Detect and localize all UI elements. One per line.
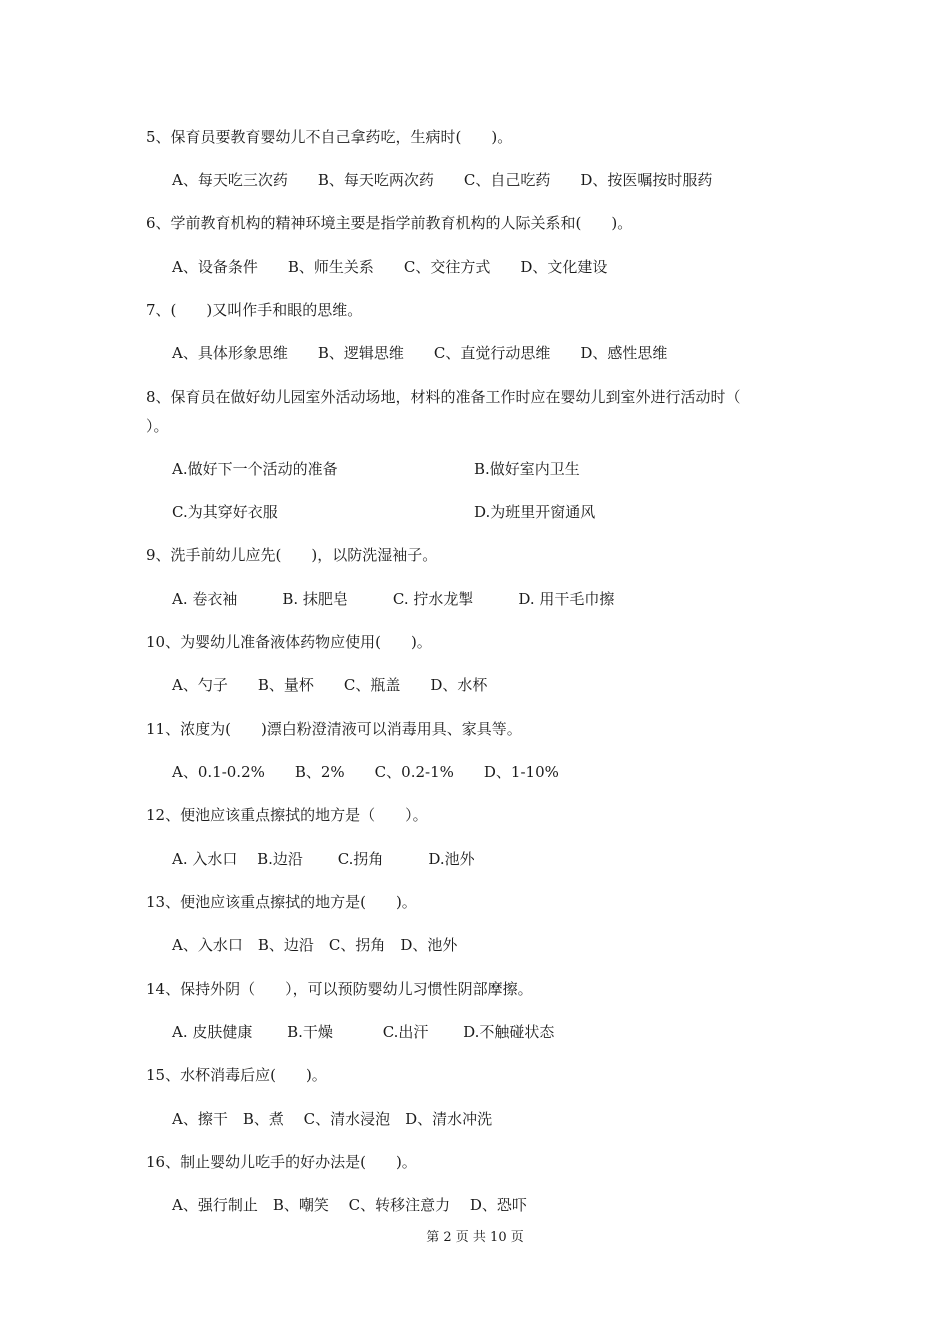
- page-number-footer: 第 2 页 共 10 页: [426, 1230, 524, 1245]
- question-12-options: A. 入水口 B.边沿 C.拐角 D.池外: [172, 850, 475, 868]
- question-12-stem: 12、便池应该重点擦拭的地方是（ ）。: [146, 806, 428, 824]
- question-5-options: A、每天吃三次药 B、每天吃两次药 C、自己吃药 D、按医嘱按时服药: [172, 171, 713, 189]
- question-6-stem: 6、学前教育机构的精神环境主要是指学前教育机构的人际关系和( )。: [146, 214, 633, 232]
- question-7-stem: 7、( )又叫作手和眼的思维。: [146, 301, 363, 319]
- question-9-stem: 9、洗手前幼儿应先( )，以防洗湿袖子。: [146, 546, 438, 564]
- question-13-options: A、入水口 B、边沿 C、拐角 D、池外: [172, 936, 458, 954]
- question-9-options: A. 卷衣袖 B. 抹肥皂 C. 拧水龙掣 D. 用干毛巾擦: [172, 590, 615, 608]
- question-8-stem-line2: ）。: [146, 417, 169, 435]
- question-10-stem: 10、为婴幼儿准备液体药物应使用( )。: [146, 633, 432, 651]
- question-16-stem: 16、制止婴幼儿吃手的好办法是( )。: [146, 1153, 417, 1171]
- question-8-stem-line1: 8、保育员在做好幼儿园室外活动场地，材料的准备工作时应在婴幼儿到室外进行活动时（: [146, 388, 741, 406]
- question-15-stem: 15、水杯消毒后应( )。: [146, 1066, 327, 1084]
- question-6-options: A、设备条件 B、师生关系 C、交往方式 D、文化建设: [172, 258, 608, 276]
- question-13-stem: 13、便池应该重点擦拭的地方是( )。: [146, 893, 417, 911]
- question-11-stem: 11、浓度为( )漂白粉澄清液可以消毒用具、家具等。: [146, 720, 522, 738]
- question-16-options: A、强行制止 B、嘲笑 C、转移注意力 D、恐吓: [172, 1196, 527, 1214]
- question-8-option-b: B.做好室内卫生: [474, 460, 580, 478]
- question-10-options: A、勺子 B、量杯 C、瓶盖 D、水杯: [172, 676, 488, 694]
- question-8-option-a: A.做好下一个活动的准备: [172, 460, 338, 478]
- question-5-stem: 5、保育员要教育婴幼儿不自己拿药吃，生病时( )。: [146, 128, 513, 146]
- question-8-option-c: C.为其穿好衣服: [172, 503, 278, 521]
- question-14-stem: 14、保持外阴（ ），可以预防婴幼儿习惯性阴部摩擦。: [146, 980, 533, 998]
- question-7-options: A、具体形象思维 B、逻辑思维 C、直觉行动思维 D、感性思维: [172, 344, 668, 362]
- question-11-options: A、0.1-0.2% B、2% C、0.2-1% D、1-10%: [172, 763, 559, 781]
- question-14-options: A. 皮肤健康 B.干燥 C.出汗 D.不触碰状态: [172, 1023, 555, 1041]
- question-15-options: A、擦干 B、煮 C、清水浸泡 D、清水冲洗: [172, 1110, 493, 1128]
- question-8-option-d: D.为班里开窗通风: [474, 503, 596, 521]
